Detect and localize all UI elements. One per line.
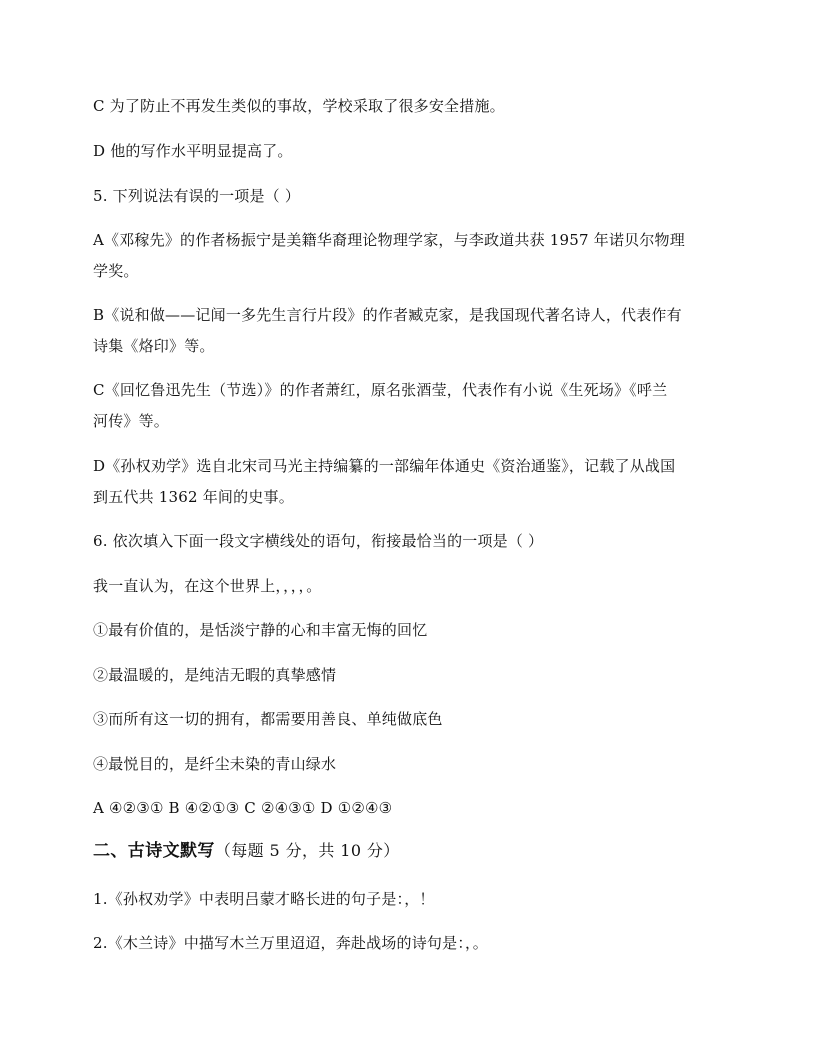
question-6-passage: 我一直认为，在这个世界上，，，，。 <box>93 577 322 595</box>
question-4-option-d: D 他的写作水平明显提高了。 <box>93 142 293 160</box>
question-5-option-b-line-1: B《说和做——记闻一多先生言行片段》的作者臧克家，是我国现代著名诗人，代表作有 <box>93 306 682 324</box>
question-6-item-4: ④最悦目的，是纤尘未染的青山绿水 <box>93 755 337 773</box>
question-5-stem: 5. 下列说法有误的一项是（ ） <box>93 187 301 205</box>
question-5-option-c-line-1: C《回忆鲁迅先生（节选）》的作者萧红，原名张酒莹，代表作有小说《生死场》《呼兰 <box>93 381 668 399</box>
question-5-option-a-line-2: 学奖。 <box>93 262 139 280</box>
question-5-option-b-line-2: 诗集《烙印》等。 <box>93 337 215 355</box>
question-5-option-a-line-1: A《邓稼先》的作者杨振宁是美籍华裔理论物理学家，与李政道共获 1957 年诺贝尔物理 <box>93 231 685 249</box>
question-6-item-1: ①最有价值的，是恬淡宁静的心和丰富无悔的回忆 <box>93 621 428 639</box>
question-5-option-c-line-2: 河传》等。 <box>93 412 170 430</box>
section-2-score: （每题 5 分，共 10 分） <box>214 841 400 860</box>
question-4-option-c: C 为了防止不再发生类似的事故，学校采取了很多安全措施。 <box>93 97 505 115</box>
question-5-option-d-line-1: D《孙权劝学》选自北宋司马光主持编纂的一部编年体通史《资治通鉴》，记载了从战国 <box>93 457 676 475</box>
section-2-question-2: 2.《木兰诗》中描写木兰万里迢迢，奔赴战场的诗句是：，。 <box>93 934 488 952</box>
question-6-item-2: ②最温暖的，是纯洁无暇的真挚感情 <box>93 666 337 684</box>
question-5-option-d-line-2: 到五代共 1362 年间的史事。 <box>93 488 294 506</box>
question-6-options: A ④②③① B ④②①③ C ②④③① D ①②④③ <box>93 799 393 817</box>
question-6-item-3: ③而所有这一切的拥有，都需要用善良、单纯做底色 <box>93 710 443 728</box>
section-2-title: 二、古诗文默写 <box>93 841 215 861</box>
section-2-question-1: 1.《孙权劝学》中表明吕蒙才略长进的句子是：，！ <box>93 890 435 908</box>
question-6-stem: 6. 依次填入下面一段文字横线处的语句，衔接最恰当的一项是（ ） <box>93 532 544 550</box>
section-2-heading <box>93 841 733 861</box>
